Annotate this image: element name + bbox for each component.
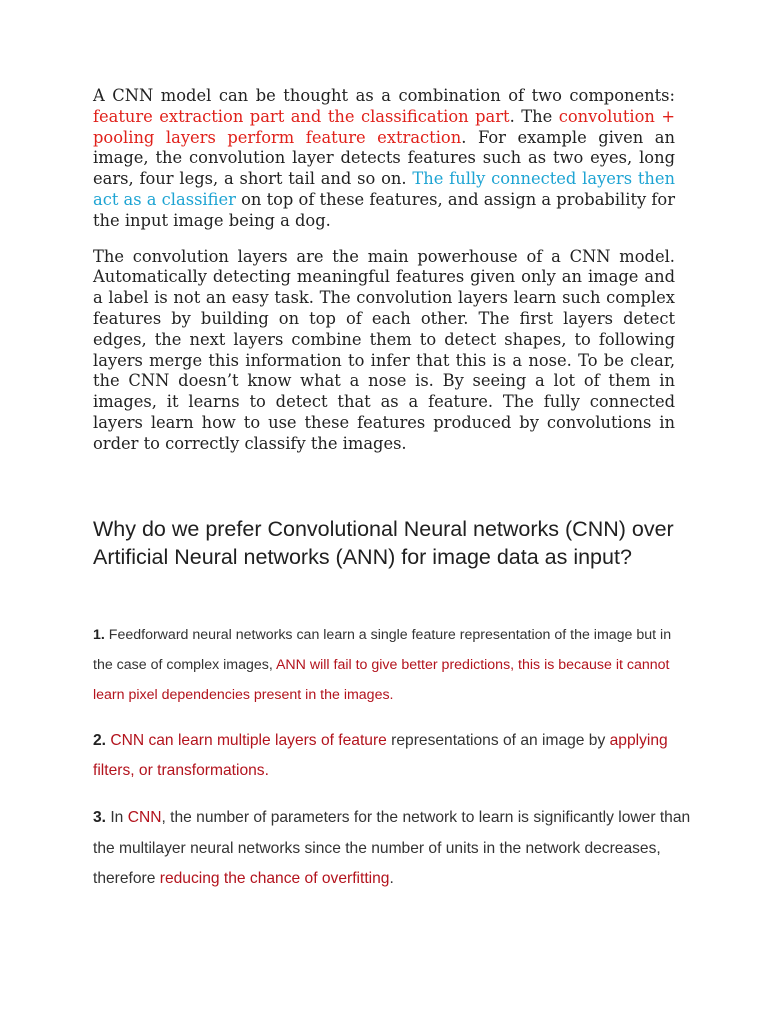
p1-highlight-feature-extraction: feature extraction part and the classification part [93,106,510,126]
item-1-text: Feedforward neural networks can learn a single feature representation of the image but in the case of complex images, [93,627,672,673]
item-3-text-1: In [106,809,128,826]
list-item-2 [93,726,693,786]
item-2-text: representations of an image by [386,732,610,749]
p1-highlight-fully-connected: The fully connected layers then act as a classifier [93,169,676,209]
document-page [93,86,691,887]
list-item-3 [93,803,693,895]
section-heading: Why do we prefer Convolutional Neural networks (CNN) over Artificial Neural networks (ANN) for image data as input? [93,517,674,569]
item-3-text-3: . [389,870,394,887]
item-1-highlight: ANN will fail to give better predictions, this is because it cannot learn pixel dependencies present in the images. [93,657,670,703]
item-3-highlight-overfitting: reducing the chance of overfitting [159,870,390,887]
item-1-number: 1. [93,627,105,643]
paragraph-cnn-components [93,86,675,232]
p1-highlight-conv-pooling: convolution + pooling layers perform feature extraction [93,106,675,147]
p1-text-2: . The [509,106,559,126]
p1-text-1: A CNN model can be thought as a combination of two components: [93,86,675,105]
list-item-1 [93,620,693,710]
item-3-text-2: , the number of parameters for the network to learn is significantly lower than the multilayer neural networks since the number of units in the network decreases, therefore [93,809,691,887]
item-2-number: 2. [93,732,107,749]
paragraph-convolution-layers: The convolution layers are the main powerhouse of a CNN model. Automatically detecting meaningful features given only an image and a label is not an easy task. The convolution layers learn such complex features by building on top of each other. The first layers detect edges, the next layers combine them to detect shapes, to following layers merge this information to infer that this is a nose. To be clear, the CNN doesn’t know what a nose is. By seeing a lot of them in images, it learns to detect that as a feature. The fully connected layers learn how to use these features produced by convolutions in order to correctly classify the images. [93,246,675,453]
p1-text-3: . For example given an image, the convolution layer detects features such as two eyes, long ears, four legs, a short tail and so on. [93,127,675,189]
p1-text-4: on top of these features, and assign a probability for the input image being a dog. [93,189,676,230]
item-3-highlight-cnn: CNN [127,809,162,826]
item-3-number: 3. [93,809,107,826]
item-2-highlight-2: applying filters, or transformations. [93,732,668,779]
item-2-highlight-1: CNN can learn multiple layers of feature [106,732,387,749]
